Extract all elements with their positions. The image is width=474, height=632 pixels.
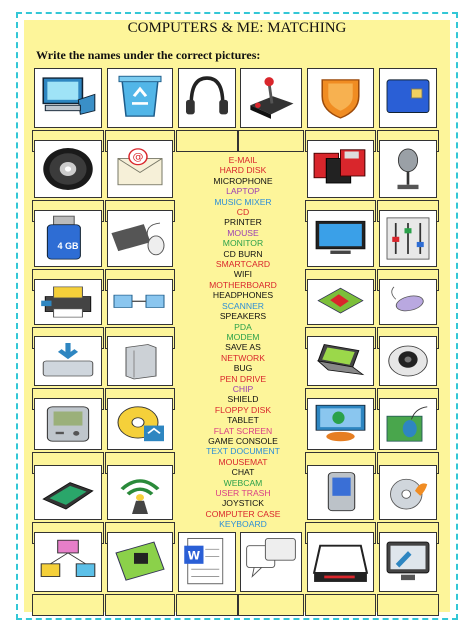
text-document-icon [178,532,236,592]
word-item: PEN DRIVE [219,373,267,384]
scanner-icon [307,532,374,592]
word-item: MONITOR [222,238,264,249]
word-item: CHIP [232,383,254,394]
answer-blank[interactable] [105,594,175,616]
game-console-icon [34,398,102,450]
word-item: E-MAIL [228,155,258,165]
svg-text:W: W [187,548,201,563]
bug-icon [307,398,374,450]
word-list [199,155,287,530]
monitor-icon [379,532,437,592]
word-item: USER TRASH [215,488,271,498]
users-network-icon [34,532,102,592]
word-item: NETWORK [221,352,265,363]
answer-blank[interactable] [238,130,304,152]
joystick-icon [240,68,302,128]
pda-icon [307,465,374,520]
word-item: MUSIC MIXER [214,196,272,207]
laptop-icon [307,336,374,386]
word-item: KEYBOARD [219,519,267,530]
pen-drive-label: 4 GB [57,241,79,252]
word-item: COMPUTER CASE [205,508,281,519]
svg-text:@: @ [132,151,144,164]
answer-blank[interactable] [176,130,238,152]
email-icon [107,140,173,198]
page-title: COMPUTERS & ME: MATCHING [127,20,347,36]
word-item: MOUSE [227,227,259,238]
word-item: WEBCAM [223,477,263,488]
word-item: TABLET [227,415,259,426]
word-item: PDA [234,321,252,332]
word-item: WIFI [233,269,253,280]
word-item: GAME CONSOLE [208,435,278,446]
computer-icon [34,68,102,128]
word-item: PRINTER [224,217,262,228]
answer-blank[interactable] [305,594,376,616]
recycle-bin-icon [107,68,173,128]
word-item: FLOPPY DISK [214,404,272,415]
answer-blank[interactable] [377,594,439,616]
computer-case-icon [107,336,173,386]
mousemat-icon [379,398,437,450]
word-item: TEXT DOCUMENT [206,446,280,457]
flat-screen-icon [307,210,374,267]
answer-blank[interactable] [238,594,304,616]
word-item: HEADPHONES [212,290,274,301]
cd-icon [34,140,102,198]
word-item: CD [236,207,250,218]
mouse-icon [107,210,173,267]
word-item: SPEAKERS [219,311,267,322]
cd-burn-icon [107,398,173,450]
mouse-small-icon [379,279,437,325]
shield-icon [307,68,374,128]
chat-icon [240,532,302,592]
word-item: SAVE AS [225,342,261,353]
word-item: CD BURN [223,248,263,259]
headphones-icon [178,68,236,128]
word-item: MOTHERBOARD [209,279,277,290]
word-item: MODEM [226,331,260,342]
word-item: CHAT [231,467,255,478]
tablet-icon [34,465,102,520]
answer-blank[interactable] [176,594,238,616]
chip-icon [307,279,374,325]
save-as-icon [34,336,102,386]
microphone-icon [379,140,437,198]
smartcard-icon [379,68,437,128]
speaker-icon [379,336,437,386]
word-item: BUG [233,363,253,374]
cd-fire-icon [379,465,437,520]
word-item: LAPTOP [226,186,260,197]
word-item: SHIELD [227,394,259,405]
word-item: MOUSEMAT [218,456,268,467]
word-item: JOYSTICK [221,498,265,509]
word-item: SCANNER [221,300,265,311]
word-item: SMARTCARD [215,259,271,270]
answer-blank[interactable] [32,594,104,616]
wifi-icon [107,465,173,520]
floppy-disk-icon [307,140,374,198]
motherboard-icon [107,532,173,592]
instructions: Write the names under the correct pictures: [36,48,261,62]
network-icon [107,279,173,325]
word-item: MICROPHONE [213,175,273,186]
word-item: FLAT SCREEN [213,425,273,436]
music-mixer-icon [379,210,437,267]
printer-icon [34,279,102,325]
word-item: HARD DISK [219,165,267,176]
pen-drive-icon [34,210,102,267]
